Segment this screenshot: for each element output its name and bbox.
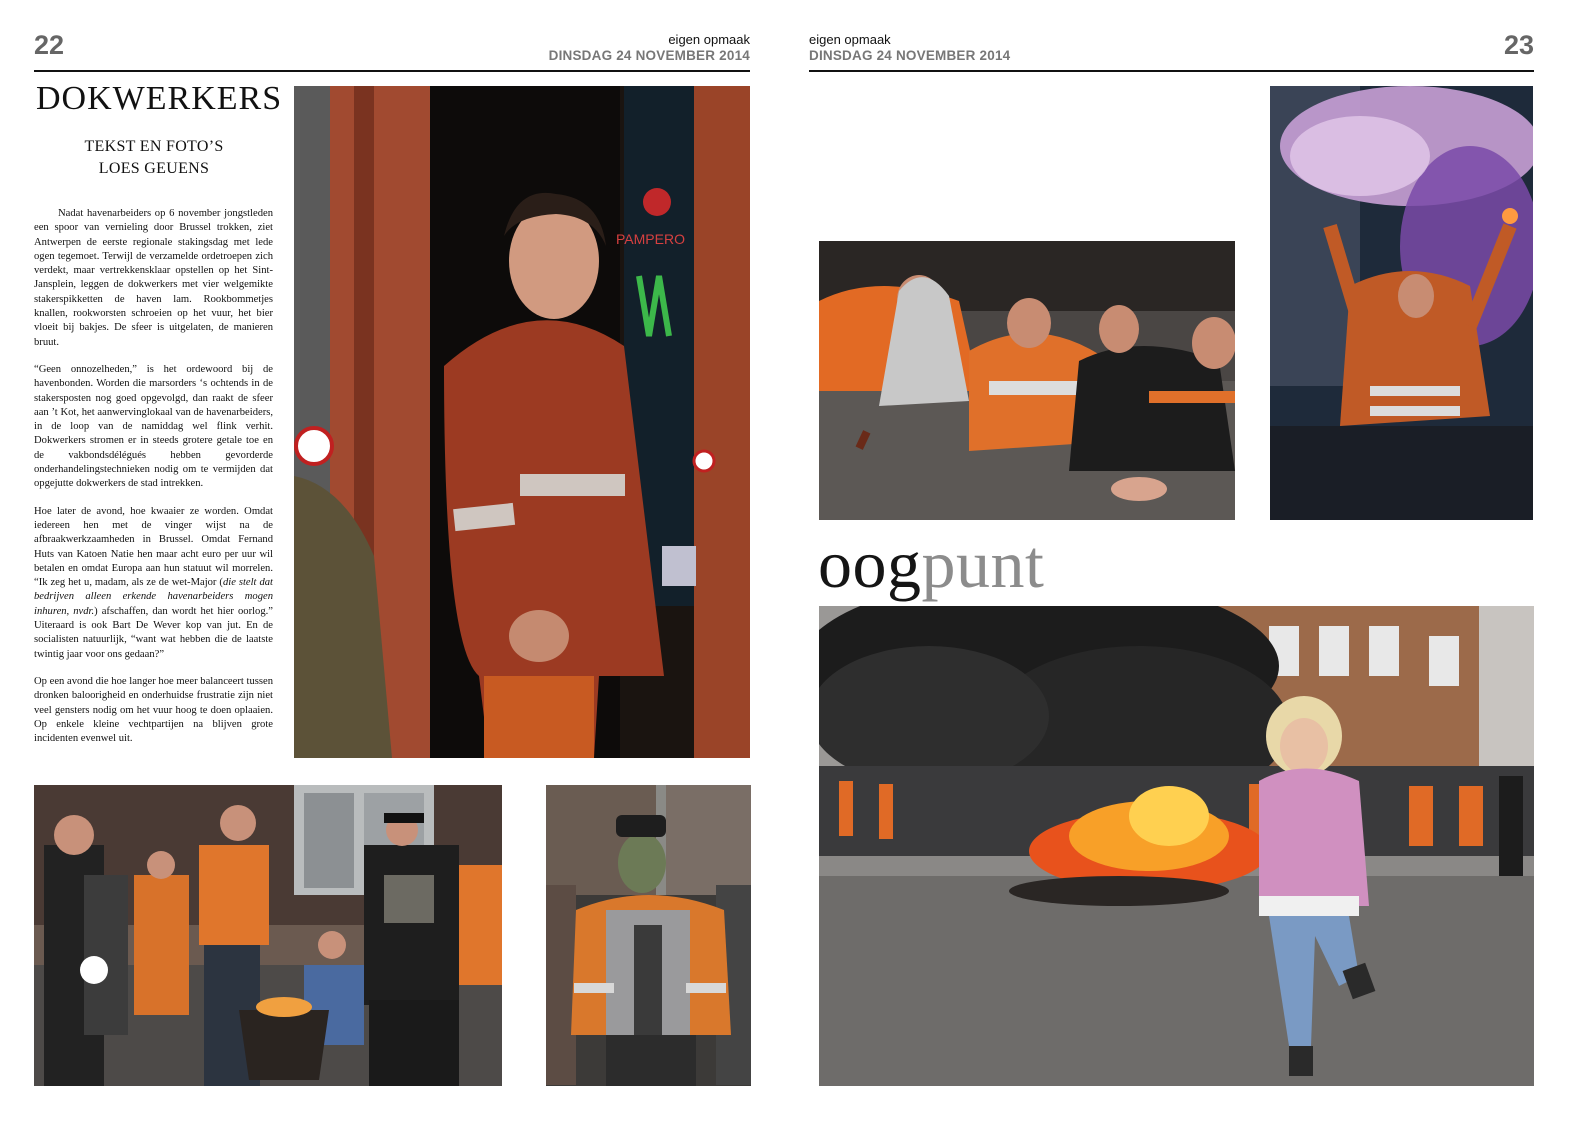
article-body (34, 207, 273, 759)
paragraph-2: “Geen onnozelheden,” is het ordewoord bij de havenbonden. Worden die marsorders ‘s ochtends in de stakersposten nog goed opgevolgd, dan raakt de sfeer aan ’t Kot, het aanwervinglokaal van de havenarbeiders, in de loop van de namiddag wel flink verhit. Dokwerkers stromen er in steeds grotere getale toe en de vakbondsdélégués hebben gevorderde onderhandelingstechnieken nodig om te vermijden dat opgejutte dokwerkers de stad intrekken. (34, 363, 273, 490)
photo-flare-raised (1270, 86, 1533, 520)
section-label-left: eigen opmaak (668, 32, 750, 47)
byline-line2: LOES GEUENS (98, 160, 210, 177)
article-title: DOKWERKERS (36, 80, 283, 117)
paragraph-3 (34, 505, 273, 662)
paragraph-3-italic: die stelt dat bedrijven alleen erkende havenarbeiders mogen inhuren, nvdr. (34, 577, 273, 617)
page-number-left: 22 (34, 30, 65, 60)
section-heading-oogpunt (818, 524, 1044, 604)
byline-line1: TEKST EN FOTO’S (84, 138, 224, 155)
header-rule-left (34, 70, 750, 72)
photo-docker-in-doorway (294, 86, 750, 758)
paragraph-3-part-a: Hoe later de avond, hoe kwaaier ze worden. Omdat iedereen hen met de vinger wijst na de afbraakwerkzaamheden in Brussel. Omdat Fernand Huts van Katoen Natie hen maar acht euro per uur wil betalen en omdat Europa aan hun statuut wil morrelen. “Ik zeg het u, madam, als ze de wet-Major ( (34, 505, 273, 589)
date-right: DINSDAG 24 NOVEMBER 2014 (809, 48, 1011, 63)
photo-girl-and-fire (819, 606, 1534, 1086)
photo-dockers-around-fire (34, 785, 502, 1086)
heading-punt: punt (921, 526, 1045, 602)
page-number-right: 23 (1503, 30, 1534, 60)
svg-text:PAMPERO: PAMPERO (616, 231, 685, 247)
photo-sit-in-protest (819, 241, 1235, 520)
paragraph-3-part-b: ) afschaffen, dan wordt het hier oorlog.” Uiteraard is ook Bart De Wever kop van jut. En de socialisten natuurlijk, “want wat hebben die de laatste twintig jaar voor ons gedaan?” (34, 605, 273, 660)
date-left: DINSDAG 24 NOVEMBER 2014 (548, 48, 750, 63)
paragraph-4: Op een avond die hoe langer hoe meer balanceert tussen dronken baloorigheid en onderhuidse frustratie zijn niet veel gensters nodig om het vuur hoog te doen oplaaien. Op enkele kleine vechtpartijen na blijven grote incidenten evenwel uit. (34, 675, 273, 745)
section-label-right: eigen opmaak (809, 32, 891, 47)
photo-masked-docker (546, 785, 751, 1086)
header-rule-right (809, 70, 1534, 72)
paragraph-1: Nadat havenarbeiders op 6 november jongstleden een spoor van vernieling door Brussel trokken, ziet Antwerpen de eerste regionale stakingsdag met lede ogen tegemoet. Terwijl de verzamelde ordetroepen zich verdekt, maar vertrekkensklaar opstellen op het Sint-Jansplein, leggen de dokwerkers met vier welgemikte stakerspikketten de haven lam. Rookbommetjes knallen, rookworsten schroeien op het vuur, het bier vloeit bij bakjes. De sfeer is uitgelaten, de manieren bruut. (34, 208, 273, 348)
heading-oog: oog (818, 526, 922, 602)
